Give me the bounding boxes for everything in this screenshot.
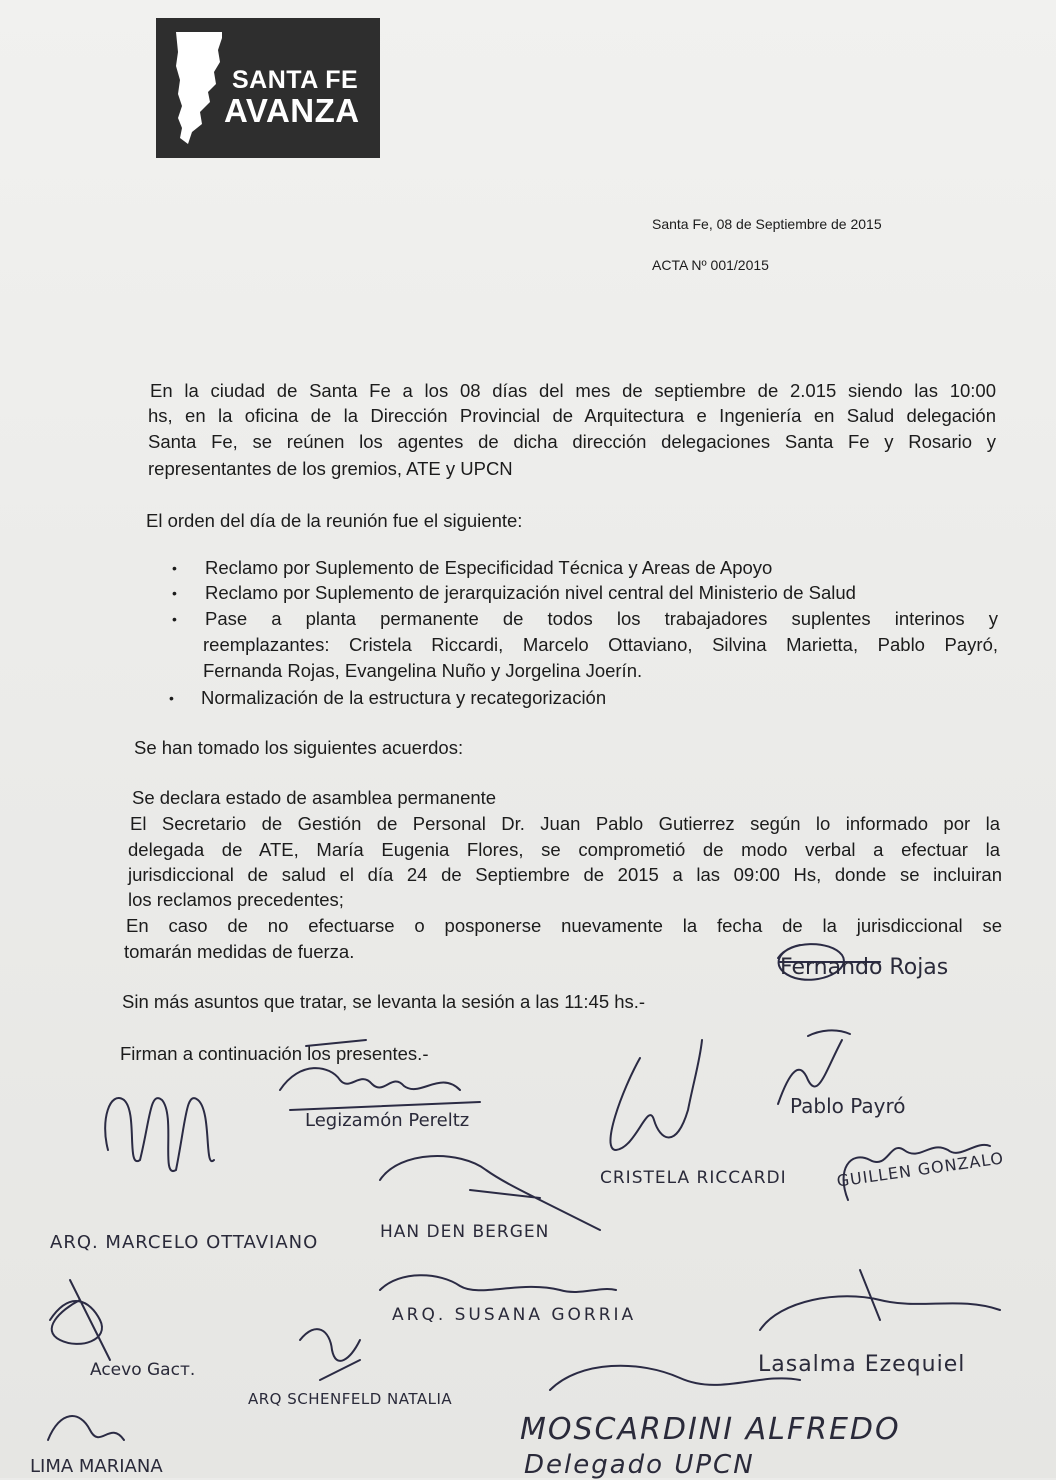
sign-intro-line: Firman a continuación los presentes.-: [120, 1043, 429, 1064]
agreement-line: El Secretario de Gestión de Personal Dr. Juan Pablo Gutierrez según lo informado por la: [130, 813, 1000, 834]
agenda-item: Pase a planta permanente de todos los trabajadores suplentes interinos y: [205, 608, 998, 629]
agenda-item: Reclamo por Suplemento de Especificidad Técnica y Areas de Apoyo: [205, 557, 773, 578]
place-date: Santa Fe, 08 de Septiembre de 2015: [652, 216, 882, 232]
signature-name: Lasalma Ezequiel: [758, 1352, 966, 1377]
intro-line: representantes de los gremios, ATE y UPCN: [148, 458, 513, 479]
bullet-icon: •: [172, 611, 177, 627]
agreement-line: Se declara estado de asamblea permanente: [132, 787, 497, 808]
intro-line: Santa Fe, se reúnen los agentes de dicha dirección delegaciones Santa Fe y Rosario y: [148, 431, 996, 452]
agreement-line: los reclamos precedentes;: [128, 889, 344, 910]
agenda-item: Fernanda Rojas, Evangelina Nuño y Jorgelina Joerín.: [203, 660, 643, 681]
agreement-line: En caso de no efectuarse o posponerse nuevamente la fecha de la jurisdiccional se: [126, 915, 1002, 936]
agenda-item: Normalización de la estructura y recategorización: [201, 687, 607, 708]
signature-name: Pablo Payró: [790, 1094, 906, 1118]
intro-line: hs, en la oficina de la Dirección Provincial de Arquitectura e Ingeniería en Salud delegación: [148, 405, 996, 426]
agreement-line: jurisdiccional de salud el día 24 de Septiembre de 2015 a las 09:00 Hs, donde se incluiran: [128, 864, 1002, 885]
logo-text-avanza: AVANZA: [224, 92, 360, 129]
signature-name: Fernando Rojas: [780, 955, 949, 980]
closing-line: Sin más asuntos que tratar, se levanta la sesión a las 11:45 hs.-: [122, 991, 646, 1012]
bullet-icon: •: [172, 560, 177, 576]
signature-name: Delegado UPCN: [524, 1450, 755, 1480]
signature-name: HAN DEN BERGEN: [380, 1222, 550, 1242]
signature-name: GUILLEN GONZALO: [835, 1148, 1006, 1191]
logo-text-santa-fe: SANTA FE: [232, 66, 359, 94]
signature-name: Acevo Gaст.: [90, 1360, 196, 1380]
agreements-heading: Se han tomado los siguientes acuerdos:: [134, 737, 464, 758]
signature-name: ARQ. SUSANA GORRIA: [392, 1305, 637, 1325]
agenda-item: Reclamo por Suplemento de jerarquización nivel central del Ministerio de Salud: [205, 582, 856, 603]
signature-name: LIMA MARIANA: [30, 1456, 163, 1477]
signature-name: CRISTELA RICCARDI: [600, 1168, 787, 1188]
signature-name: ARQ SCHENFELD NATALIA: [248, 1390, 453, 1408]
agreement-line: delegada de ATE, María Eugenia Flores, se comprometió de modo verbal a efectuar la: [128, 839, 1000, 860]
bullet-icon: •: [169, 690, 174, 706]
signature-name: MOSCARDINI ALFREDO: [520, 1412, 901, 1447]
acta-number: ACTA Nº 001/2015: [652, 257, 769, 273]
bullet-icon: •: [172, 585, 177, 601]
agenda-item: reemplazantes: Cristela Riccardi, Marcelo Ottaviano, Silvina Marietta, Pablo Payró,: [203, 634, 998, 655]
agenda-heading: El orden del día de la reunión fue el siguiente:: [146, 510, 523, 531]
signature-name: ARQ. MARCELO OTTAVIANO: [50, 1232, 319, 1253]
intro-line: En la ciudad de Santa Fe a los 08 días del mes de septiembre de 2.015 siendo las 10:00: [150, 380, 996, 401]
signature-name: Legizamón Pereltz: [305, 1110, 470, 1131]
agreement-line: tomarán medidas de fuerza.: [124, 941, 355, 962]
